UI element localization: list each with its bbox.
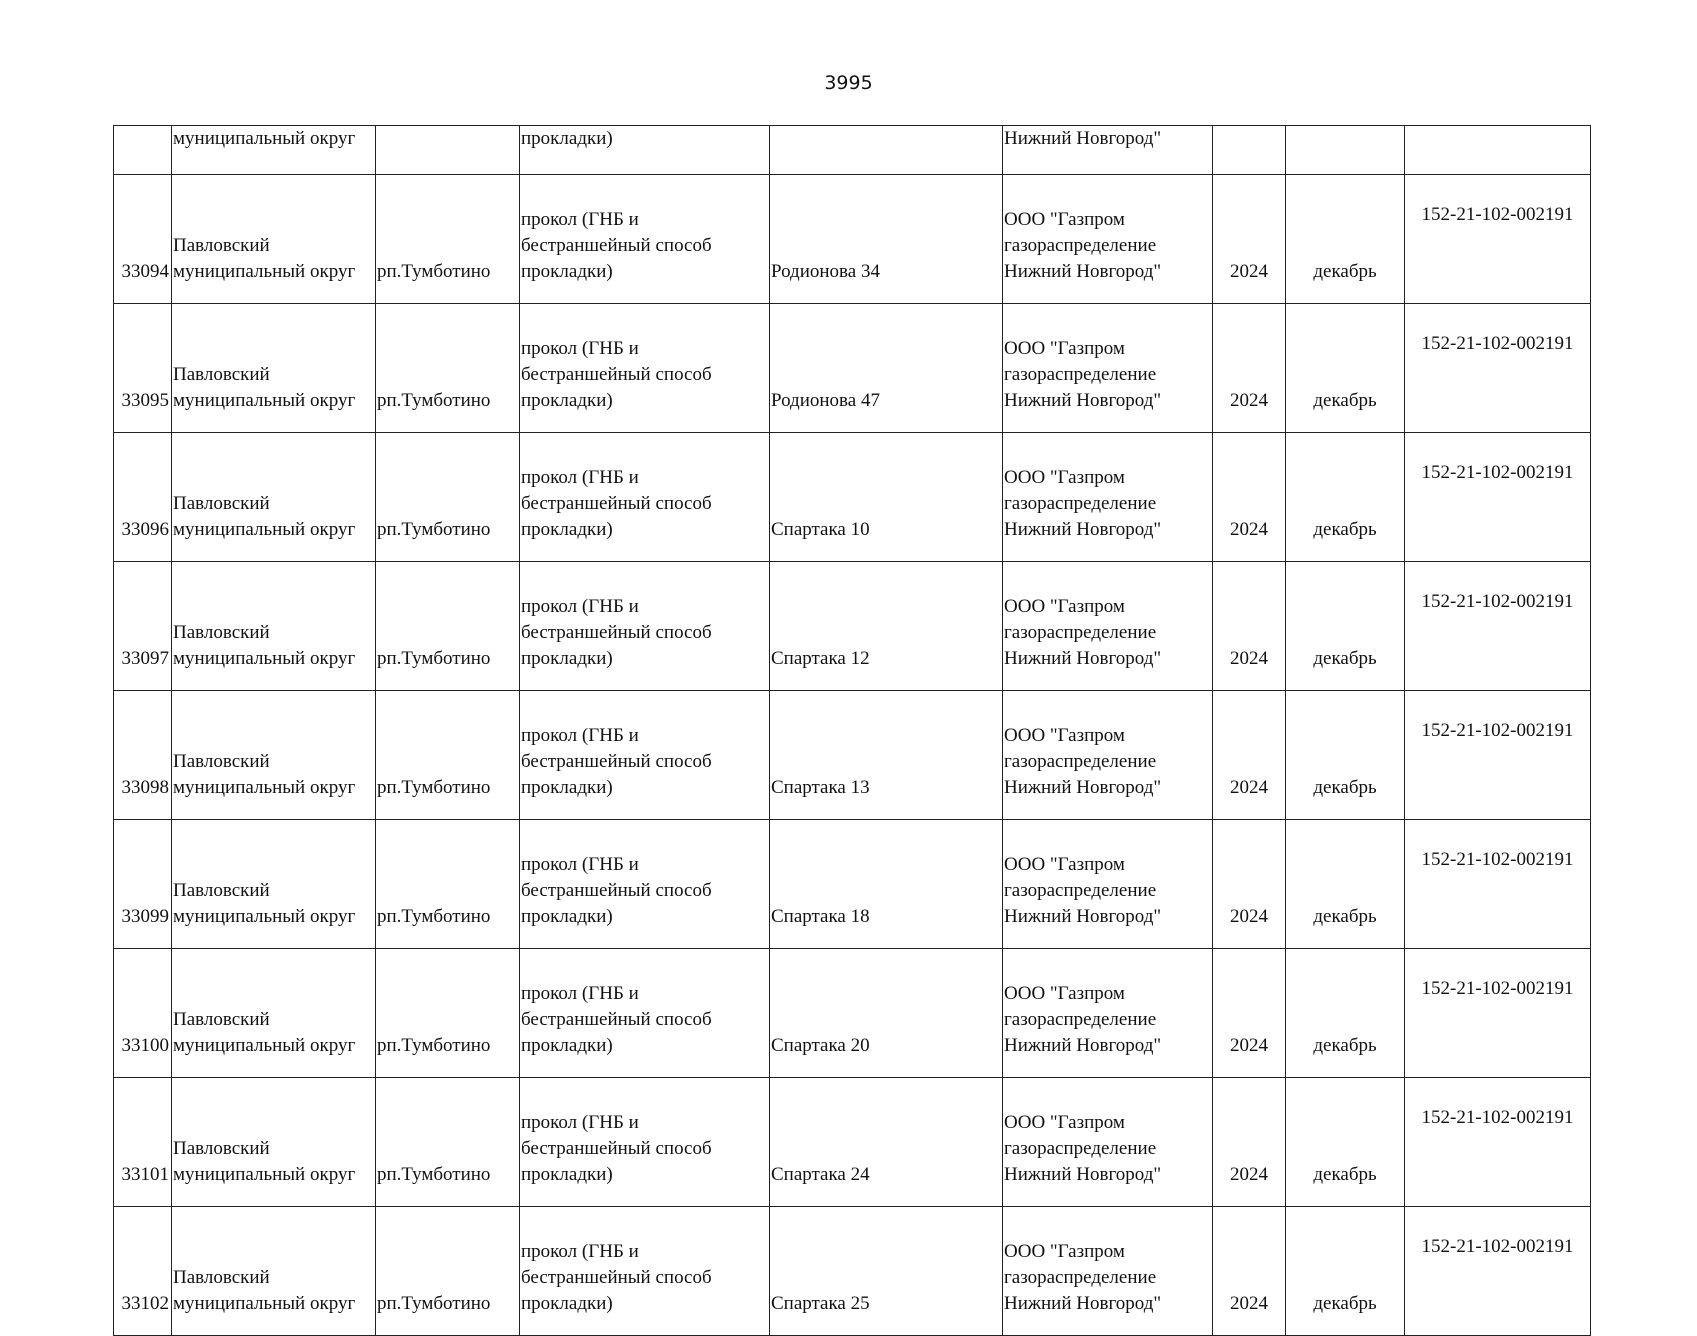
cell-year: 2024 [1213,304,1286,433]
cell-code: 152-21-102-002191 [1405,175,1591,304]
cell-month: декабрь [1286,304,1405,433]
table-row [114,949,1591,1078]
method-line-1: прокол (ГНБ и [521,983,639,1004]
cell-number: 33096 [114,433,172,562]
cell-organization [1003,820,1213,949]
cell-address [770,126,1003,175]
cell-year: 2024 [1213,949,1286,1078]
method-line-3: прокладки) [521,648,613,669]
org-line-1: ООО "Газпром [1004,1241,1125,1262]
org-line-1: ООО "Газпром [1004,983,1125,1004]
org-line-2: газораспределение [1004,1138,1157,1159]
cell-district [172,175,376,304]
district-line-2: муниципальный округ [173,519,356,540]
cell-organization [1003,949,1213,1078]
table-row [114,304,1591,433]
cell-year: 2024 [1213,691,1286,820]
org-line-3: Нижний Новгород" [1004,648,1162,669]
cell-settlement: рп.Тумботино [376,949,520,1078]
gasification-table [113,125,1591,1336]
cell-method [520,304,770,433]
cell-settlement: рп.Тумботино [376,1207,520,1336]
cell-organization [1003,175,1213,304]
method-line-3: прокладки) [521,1164,613,1185]
cell-district [172,949,376,1078]
cell-district: муниципальный округ [172,126,376,175]
method-line-2: бестраншейный способ [521,1009,712,1030]
cell-address: Родионова 47 [770,304,1003,433]
cell-settlement [376,126,520,175]
org-line-3: Нижний Новгород" [1004,777,1162,798]
org-line-1: ООО "Газпром [1004,596,1125,617]
method-line-2: бестраншейный способ [521,364,712,385]
cell-method [520,949,770,1078]
continuation-row [114,126,1591,175]
cell-organization [1003,562,1213,691]
cell-code: 152-21-102-002191 [1405,1078,1591,1207]
table-row [114,175,1591,304]
cell-number: 33102 [114,1207,172,1336]
org-line-2: газораспределение [1004,880,1157,901]
district-line-1: Павловский [173,493,270,514]
cell-district [172,433,376,562]
org-line-3: Нижний Новгород" [1004,1035,1162,1056]
org-line-2: газораспределение [1004,235,1157,256]
method-line-2: бестраншейный способ [521,1267,712,1288]
cell-number: 33095 [114,304,172,433]
cell-settlement: рп.Тумботино [376,691,520,820]
cell-organization [1003,433,1213,562]
method-line-1: прокол (ГНБ и [521,596,639,617]
district-line-1: Павловский [173,751,270,772]
cell-address: Спартака 20 [770,949,1003,1078]
cell-code: 152-21-102-002191 [1405,433,1591,562]
cell-address: Спартака 25 [770,1207,1003,1336]
cell-settlement: рп.Тумботино [376,562,520,691]
cell-year: 2024 [1213,820,1286,949]
method-line-1: прокол (ГНБ и [521,467,639,488]
district-line-1: Павловский [173,622,270,643]
cell-method [520,1207,770,1336]
method-line-1: прокол (ГНБ и [521,725,639,746]
org-line-2: газораспределение [1004,364,1157,385]
org-line-2: газораспределение [1004,622,1157,643]
cell-method [520,433,770,562]
cell-year: 2024 [1213,562,1286,691]
table-row [114,433,1591,562]
table-row [114,820,1591,949]
cell-code: 152-21-102-002191 [1405,949,1591,1078]
cell-code: 152-21-102-002191 [1405,562,1591,691]
district-line-2: муниципальный округ [173,261,356,282]
cell-number: 33094 [114,175,172,304]
cell-address: Родионова 34 [770,175,1003,304]
method-line-3: прокладки) [521,906,613,927]
org-line-3: Нижний Новгород" [1004,261,1162,282]
method-line-2: бестраншейный способ [521,880,712,901]
cell-settlement: рп.Тумботино [376,433,520,562]
method-line-3: прокладки) [521,1035,613,1056]
org-line-2: газораспределение [1004,751,1157,772]
cell-address: Спартака 13 [770,691,1003,820]
cell-district [172,562,376,691]
district-line-2: муниципальный округ [173,648,356,669]
cell-address: Спартака 10 [770,433,1003,562]
cell-district [172,1078,376,1207]
cell-month [1286,126,1405,175]
cell-month: декабрь [1286,1078,1405,1207]
cell-settlement: рп.Тумботино [376,820,520,949]
cell-settlement: рп.Тумботино [376,1078,520,1207]
cell-month: декабрь [1286,433,1405,562]
cell-code: 152-21-102-002191 [1405,304,1591,433]
cell-number [114,126,172,175]
cell-code: 152-21-102-002191 [1405,691,1591,820]
org-line-3: Нижний Новгород" [1004,1293,1162,1314]
cell-district [172,691,376,820]
org-line-3: Нижний Новгород" [1004,390,1162,411]
cell-number: 33098 [114,691,172,820]
cell-address: Спартака 18 [770,820,1003,949]
cell-organization [1003,1078,1213,1207]
cell-number: 33099 [114,820,172,949]
method-line-1: прокол (ГНБ и [521,1241,639,1262]
cell-month: декабрь [1286,820,1405,949]
method-line-1: прокол (ГНБ и [521,1112,639,1133]
cell-month: декабрь [1286,949,1405,1078]
cell-number: 33101 [114,1078,172,1207]
method-line-1: прокол (ГНБ и [521,338,639,359]
org-line-1: ООО "Газпром [1004,338,1125,359]
page-number: 3995 [824,72,873,94]
method-line-2: бестраншейный способ [521,493,712,514]
table-row [114,1207,1591,1336]
method-line-3: прокладки) [521,1293,613,1314]
method-line-3: прокладки) [521,519,613,540]
org-line-3: Нижний Новгород" [1004,1164,1162,1185]
cell-month: декабрь [1286,691,1405,820]
method-line-2: бестраншейный способ [521,751,712,772]
district-line-1: Павловский [173,1138,270,1159]
org-line-1: ООО "Газпром [1004,854,1125,875]
district-line-2: муниципальный округ [173,1164,356,1185]
method-line-3: прокладки) [521,390,613,411]
cell-address: Спартака 12 [770,562,1003,691]
district-line-1: Павловский [173,364,270,385]
cell-settlement: рп.Тумботино [376,175,520,304]
cell-method [520,691,770,820]
cell-district [172,820,376,949]
method-line-3: прокладки) [521,261,613,282]
table-row [114,562,1591,691]
cell-method [520,562,770,691]
cell-district [172,1207,376,1336]
cell-organization [1003,304,1213,433]
cell-year [1213,126,1286,175]
cell-year: 2024 [1213,1207,1286,1336]
cell-organization: Нижний Новгород" [1003,126,1213,175]
org-line-3: Нижний Новгород" [1004,519,1162,540]
district-line-2: муниципальный округ [173,390,356,411]
table-row [114,1078,1591,1207]
cell-month: декабрь [1286,562,1405,691]
org-line-2: газораспределение [1004,1267,1157,1288]
org-line-2: газораспределение [1004,1009,1157,1030]
org-line-3: Нижний Новгород" [1004,906,1162,927]
method-line-1: прокол (ГНБ и [521,854,639,875]
method-line-3: прокладки) [521,777,613,798]
cell-year: 2024 [1213,175,1286,304]
district-line-2: муниципальный округ [173,777,356,798]
method-line-2: бестраншейный способ [521,622,712,643]
cell-code: 152-21-102-002191 [1405,820,1591,949]
cell-number: 33097 [114,562,172,691]
cell-settlement: рп.Тумботино [376,304,520,433]
cell-number: 33100 [114,949,172,1078]
method-line-1: прокол (ГНБ и [521,209,639,230]
district-line-1: Павловский [173,880,270,901]
cell-address: Спартака 24 [770,1078,1003,1207]
cell-month: декабрь [1286,1207,1405,1336]
cell-organization [1003,691,1213,820]
cell-year: 2024 [1213,1078,1286,1207]
org-line-1: ООО "Газпром [1004,1112,1125,1133]
cell-method [520,175,770,304]
cell-year: 2024 [1213,433,1286,562]
cell-organization [1003,1207,1213,1336]
district-line-1: Павловский [173,235,270,256]
district-line-2: муниципальный округ [173,1035,356,1056]
cell-method [520,820,770,949]
district-line-2: муниципальный округ [173,906,356,927]
cell-code: 152-21-102-002191 [1405,1207,1591,1336]
org-line-1: ООО "Газпром [1004,209,1125,230]
org-line-1: ООО "Газпром [1004,725,1125,746]
cell-method [520,1078,770,1207]
cell-method: прокладки) [520,126,770,175]
org-line-2: газораспределение [1004,493,1157,514]
cell-district [172,304,376,433]
table-row [114,691,1591,820]
method-line-2: бестраншейный способ [521,235,712,256]
district-line-2: муниципальный округ [173,1293,356,1314]
method-line-2: бестраншейный способ [521,1138,712,1159]
org-line-1: ООО "Газпром [1004,467,1125,488]
district-line-1: Павловский [173,1009,270,1030]
district-line-1: Павловский [173,1267,270,1288]
cell-code [1405,126,1591,175]
cell-month: декабрь [1286,175,1405,304]
